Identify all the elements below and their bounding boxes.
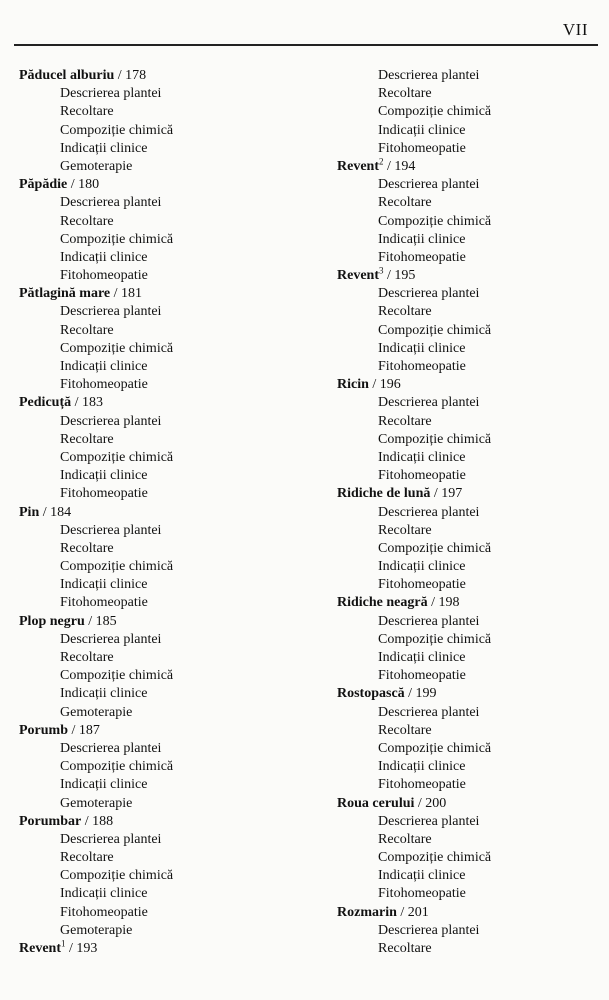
entry-heading — [337, 376, 599, 394]
entry-page-number: / 197 — [430, 486, 463, 502]
entry-heading — [19, 394, 299, 412]
entry-subsection: Indicații clinice — [378, 759, 466, 775]
entry-page-number: / 183 — [71, 395, 103, 411]
index-entry — [19, 722, 299, 813]
entry-page-number: / 196 — [368, 377, 401, 393]
entry-heading — [337, 795, 599, 813]
entry-page-number: / 200 — [414, 795, 447, 811]
index-entry — [337, 376, 599, 485]
entry-subsection: Compoziție chimică — [378, 740, 492, 756]
entry-subsection: Recoltare — [378, 195, 432, 211]
entry-subsection: Descrierea plantei — [60, 522, 162, 538]
entry-title — [337, 377, 369, 392]
entry-page-number: / 181 — [110, 286, 143, 302]
entry-subsection: Indicații clinice — [378, 122, 466, 138]
entry-title-text: Rostopască — [337, 686, 405, 702]
entry-heading — [337, 904, 599, 922]
entry-subsection: Indicații clinice — [60, 140, 148, 156]
index-column-right — [337, 67, 599, 958]
entry-subsection: Indicații clinice — [378, 559, 466, 575]
entry-title — [337, 486, 430, 501]
entry-title — [19, 286, 110, 301]
entry-heading — [337, 267, 599, 285]
entry-title — [19, 177, 67, 192]
entry-subsection: Descrierea plantei — [378, 177, 480, 193]
entry-subsection: Compoziție chimică — [60, 340, 174, 356]
entry-subsection: Compoziție chimică — [378, 631, 492, 647]
entry-page-number: / 194 — [383, 158, 416, 174]
entry-subsection: Recoltare — [60, 213, 114, 229]
entry-title — [19, 68, 114, 83]
page-number: VII — [562, 20, 588, 39]
entry-title — [337, 796, 414, 811]
entry-subsection: Fitohomeopatie — [378, 668, 466, 684]
entry-subsection: Compoziție chimică — [60, 122, 174, 138]
entry-page-number: / 187 — [68, 722, 100, 738]
entry-subsection: Fitohomeopatie — [60, 377, 148, 393]
entry-subsection: Indicații clinice — [60, 886, 148, 902]
entry-subsection: Recoltare — [60, 104, 114, 120]
entry-page-number: / 195 — [383, 268, 416, 284]
entry-subsection: Descrierea plantei — [378, 704, 480, 720]
entry-subsection: Fitohomeopatie — [378, 468, 466, 484]
entry-subsection: Recoltare — [60, 431, 114, 447]
entry-subsection: Gemoterapie — [60, 922, 133, 938]
entry-title — [337, 905, 397, 920]
entry-subsection: Fitohomeopatie — [378, 140, 466, 156]
index-entry — [19, 285, 299, 394]
entry-subsection: Indicații clinice — [378, 650, 466, 665]
entry-title-text: Roua cerului — [337, 795, 415, 811]
entry-page-number: / 201 — [396, 904, 429, 920]
entry-subsection: Compoziție chimică — [378, 104, 492, 120]
entry-page-number: / 188 — [81, 813, 114, 829]
index-entry — [337, 904, 599, 959]
entry-subsection: Compoziție chimică — [378, 850, 492, 866]
entry-subsection: Descrierea plantei — [378, 68, 480, 83]
entry-title-text: Păducel alburiu — [19, 68, 115, 83]
entry-title-text: Porumb — [19, 722, 68, 738]
entry-subsection: Indicații clinice — [60, 577, 148, 593]
entry-superscript: 1 — [61, 938, 66, 949]
entry-subsection: Fitohomeopatie — [378, 777, 466, 793]
entry-subsection: Indicații clinice — [378, 340, 466, 356]
entry-heading — [337, 158, 599, 176]
entry-title-text: Pătlagină mare — [19, 286, 111, 302]
index-entry — [19, 394, 299, 503]
entry-subsection: Fitohomeopatie — [60, 595, 148, 611]
entry-subsection: Compoziție chimică — [60, 759, 174, 775]
entry-subsection: Gemoterapie — [60, 795, 133, 811]
entry-page-number: / 185 — [84, 613, 117, 629]
entry-subsection: Recoltare — [60, 540, 114, 556]
entry-heading — [19, 67, 299, 85]
index-entry — [19, 504, 299, 613]
entry-title-text: Plop negru — [19, 613, 85, 629]
entry-title — [19, 938, 66, 956]
index-entry — [19, 67, 299, 176]
entry-page-number: / 184 — [39, 504, 72, 520]
entry-title-text: Păpădie — [19, 177, 68, 193]
entry-title-text: Porumbar — [19, 813, 82, 829]
entry-page-number: / 198 — [427, 595, 460, 611]
entry-heading — [19, 504, 299, 522]
entry-page-number: / 199 — [404, 686, 437, 702]
entry-title-text: Revent — [337, 268, 379, 284]
entry-subsection: Recoltare — [378, 86, 432, 102]
entry-heading — [19, 940, 299, 958]
entry-subsection: Descrierea plantei — [378, 504, 480, 520]
index-entry — [337, 485, 599, 594]
entry-page-number: / 193 — [65, 941, 98, 956]
entry-subsection: Compoziție chimică — [60, 868, 174, 884]
index-entry — [337, 158, 599, 267]
entry-subsection: Indicații clinice — [378, 868, 466, 884]
entry-subsection: Compoziție chimică — [378, 213, 492, 229]
entry-heading — [19, 285, 299, 303]
entry-title — [337, 686, 405, 701]
entry-subsection: Compoziție chimică — [60, 231, 174, 247]
entry-subsection: Fitohomeopatie — [60, 268, 148, 284]
entry-subsection: Descrierea plantei — [378, 286, 480, 302]
entry-subsection: Descrierea plantei — [378, 395, 480, 411]
entry-subsection: Recoltare — [378, 941, 432, 956]
entry-subsection: Descrierea plantei — [378, 922, 480, 938]
entry-subsection: Indicații clinice — [60, 777, 148, 793]
entry-subsection: Recoltare — [60, 850, 114, 866]
index-entry — [337, 685, 599, 794]
entry-title-text: Revent — [19, 941, 61, 956]
index-entry — [337, 795, 599, 904]
entry-subsection: Fitohomeopatie — [378, 577, 466, 593]
entry-subsection: Compoziție chimică — [60, 449, 174, 465]
entry-superscript: 2 — [379, 156, 384, 167]
entry-title — [19, 395, 71, 410]
entry-title-text: Revent — [337, 158, 379, 174]
entry-subsection: Descrierea plantei — [60, 195, 162, 211]
entry-subsection: Descrierea plantei — [60, 831, 162, 847]
entry-subsection: Indicații clinice — [60, 686, 148, 702]
entry-subsection: Compoziție chimică — [378, 322, 492, 338]
entry-heading — [19, 613, 299, 631]
entry-subsection: Descrierea plantei — [60, 86, 162, 102]
entry-page-number: / 180 — [67, 177, 100, 193]
entry-title — [19, 814, 81, 829]
index-column-left — [19, 67, 299, 958]
entry-subsection: Descrierea plantei — [60, 304, 162, 320]
entry-subsection: Recoltare — [60, 322, 114, 338]
entry-subsection: Indicații clinice — [378, 449, 466, 465]
entry-subsection: Recoltare — [378, 522, 432, 538]
index-entry — [337, 594, 599, 685]
entry-subsection: Recoltare — [378, 413, 432, 429]
page-header — [14, 14, 598, 46]
entry-superscript: 3 — [379, 265, 384, 276]
entry-heading — [337, 594, 599, 612]
entry-title — [337, 265, 384, 284]
entry-heading — [19, 813, 299, 831]
index-entry — [19, 813, 299, 940]
entry-subsection: Recoltare — [378, 831, 432, 847]
entry-subsection: Descrierea plantei — [60, 631, 162, 647]
entry-title-text: Pedicuță — [19, 395, 72, 411]
entry-title — [337, 595, 428, 610]
entry-subsection: Descrierea plantei — [60, 413, 162, 429]
index-entry — [19, 940, 299, 958]
entry-subsection: Compoziție chimică — [378, 431, 492, 447]
entry-page-number: / 178 — [114, 68, 147, 83]
entry-subsection: Fitohomeopatie — [60, 904, 148, 920]
entry-subsection: Indicații clinice — [60, 468, 148, 484]
entry-subsection: Recoltare — [378, 304, 432, 320]
entry-title-text: Ricin — [337, 377, 369, 393]
index-entry — [19, 613, 299, 722]
entry-title-text: Ridiche de lună — [337, 486, 431, 502]
entry-subsection: Descrierea plantei — [378, 813, 480, 829]
entry-title-text: Pin — [19, 504, 40, 520]
index-entry — [19, 176, 299, 285]
entry-title — [19, 505, 39, 520]
entry-title-text: Rozmarin — [337, 904, 397, 920]
entry-subsection: Fitohomeopatie — [378, 359, 466, 374]
entry-subsection: Recoltare — [60, 650, 114, 665]
entry-heading — [337, 685, 599, 703]
entry-heading — [19, 176, 299, 194]
entry-subsection: Fitohomeopatie — [378, 249, 466, 265]
entry-title — [337, 156, 384, 174]
entry-subsection: Fitohomeopatie — [60, 486, 148, 502]
entry-subsection: Descrierea plantei — [378, 613, 480, 629]
entry-subsection: Indicații clinice — [60, 359, 148, 374]
index-entry — [337, 267, 599, 376]
entry-subsection: Descrierea plantei — [60, 740, 162, 756]
entry-title — [19, 614, 85, 629]
entry-heading — [337, 485, 599, 503]
entry-subsection: Compoziție chimică — [378, 540, 492, 556]
entry-title — [19, 723, 68, 738]
entry-subsection: Gemoterapie — [60, 158, 133, 174]
entry-subsection: Recoltare — [378, 722, 432, 738]
entry-subsection: Indicații clinice — [60, 249, 148, 265]
index-entry — [337, 67, 599, 158]
entry-subsection: Indicații clinice — [378, 231, 466, 247]
entry-heading — [19, 722, 299, 740]
entry-title-text: Ridiche neagră — [337, 595, 428, 611]
entry-subsection: Compoziție chimică — [60, 559, 174, 575]
entry-subsection: Fitohomeopatie — [378, 886, 466, 902]
entry-subsection: Compoziție chimică — [60, 668, 174, 684]
entry-subsection: Gemoterapie — [60, 704, 133, 720]
